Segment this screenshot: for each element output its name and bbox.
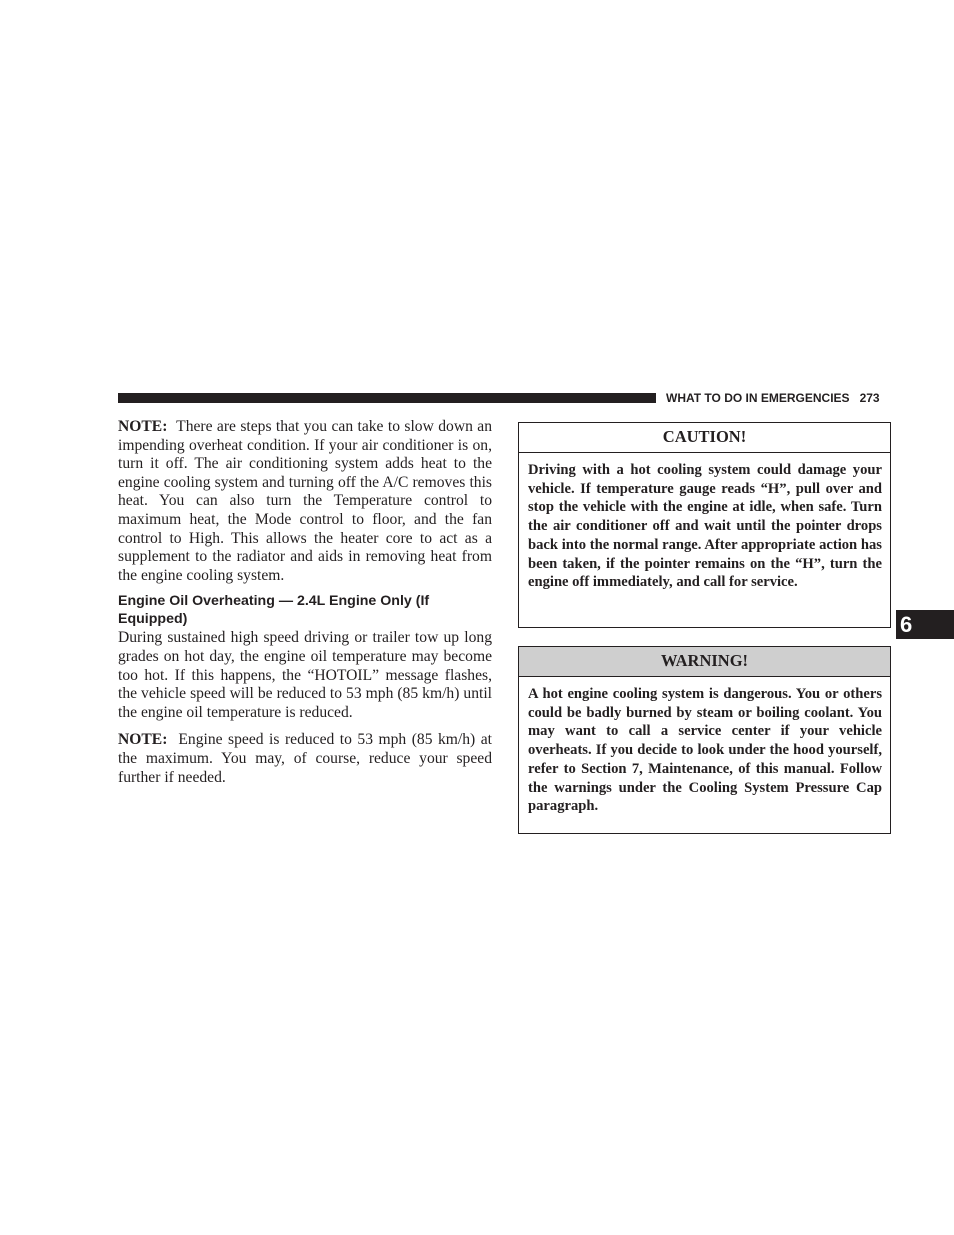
running-header <box>666 390 892 406</box>
section-title: WHAT TO DO IN EMERGENCIES <box>666 391 850 405</box>
warning-box <box>518 646 891 834</box>
note-paragraph-1 <box>118 418 492 585</box>
left-column <box>118 418 492 787</box>
caution-text: Driving with a hot cooling system could damage your vehicle. If temperature gauge reads “H”, pull over and stop the vehicle with the engine at idle, when safe. Turn the air conditioner off and wait until the pointer drops back into the normal range. After appropriate action has been taken, if the pointer remains on the “H”, turn the engine off immediately, and call for service. <box>528 462 882 591</box>
warning-text: A hot engine cooling system is dangerous. You or others could be badly burned by steam or boiling coolant. You may want to call a service center if your vehicle overheats. If you decide to look under the hood yourself, refer to Section 7, Maintenance, of this manual. Follow the warnings under the Cooling System Pressure Cap paragraph. <box>528 686 882 815</box>
note-label: NOTE: <box>118 731 168 749</box>
warning-title: WARNING! <box>519 647 890 677</box>
caution-title: CAUTION! <box>519 423 890 453</box>
note-label: NOTE: <box>118 418 168 435</box>
page-number: 273 <box>859 391 880 405</box>
caution-box <box>518 422 891 628</box>
note-text: Engine speed is reduced to 53 mph (85 km/h) at the maximum. You may, of course, reduce your speed further if needed. <box>118 731 493 786</box>
section-heading: Engine Oil Overheating — 2.4L Engine Only (If Equipped) <box>118 593 430 628</box>
note-paragraph-2 <box>118 731 492 787</box>
chapter-tab: 6 <box>896 610 954 639</box>
note-text: There are steps that you can take to slow down an impending overheat condition. If your air conditioner is on, turn it off. The air conditioning system adds heat to the engine cooling system and turning off the A/C removes this heat. You can also turn the Temperature control to maximum heat, the Mode control to floor, and the fan control to High. This allows the heater core to act as a supplement to the radiator and aids in removing heat from the engine cooling system. <box>118 418 492 584</box>
body-paragraph: During sustained high speed driving or trailer tow up long grades on hot day, the engine oil temperature may become too hot. If this happens, the “HOTOIL” message flashes, the vehicle speed will be reduced to 53 mph (85 km/h) until the engine oil temperature is reduced. <box>118 629 492 721</box>
header-rule <box>118 393 656 403</box>
